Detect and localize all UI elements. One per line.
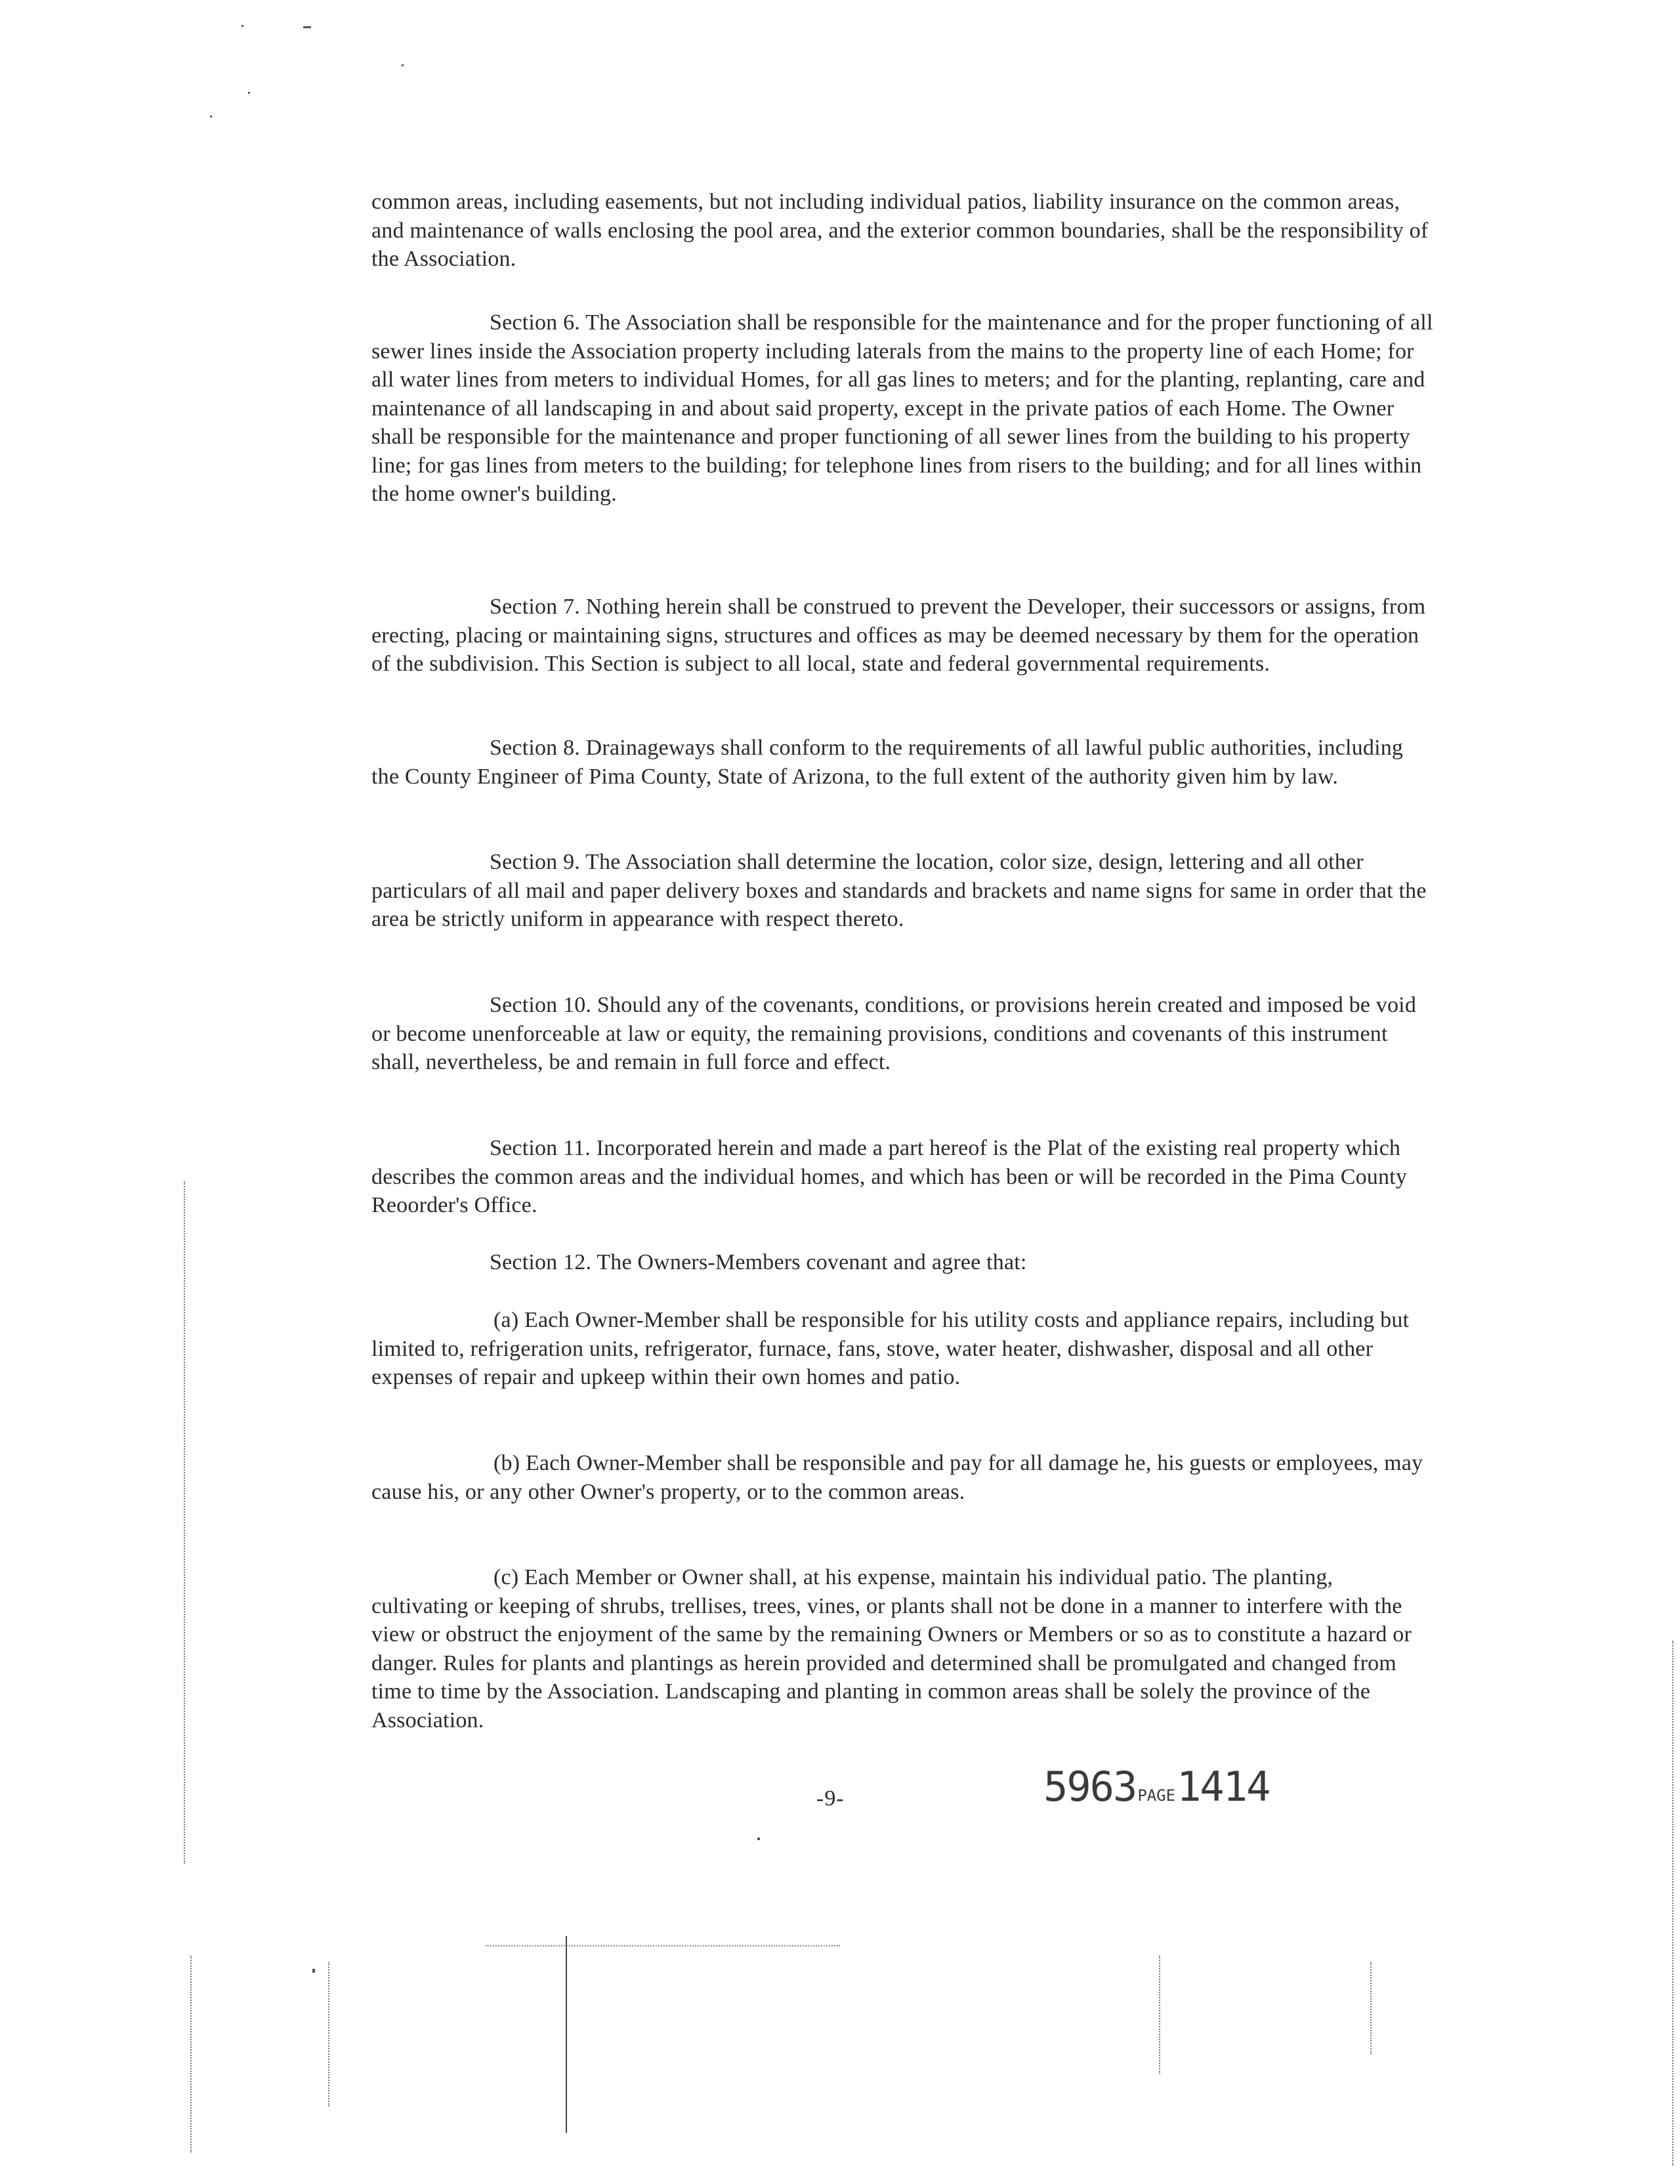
paragraph-section-9: Section 9. The Association shall determine the location, color size, design, lettering and all other particulars of all mail and paper delivery boxes and standards and brackets and name signs for same in order that the area be strictly uniform in appearance with respect thereto. [371, 850, 1427, 931]
paragraph-section-12: Section 12. The Owners-Members covenant and agree that: [490, 1250, 1027, 1274]
paragraph-item-a: (a) Each Owner-Member shall be responsible for his utility costs and appliance repairs, including but limited to, refrigeration units, refrigerator, furnace, fans, stove, water heater, dishwasher, disposal and all other expenses of repair and upkeep within their own homes and patio. [371, 1308, 1410, 1389]
stamp-page-label: PAGE [1137, 1786, 1176, 1805]
paragraph-section-6: Section 6. The Association shall be responsible for the maintenance and for the proper functioning of all sewer lines inside the Association property including laterals from the mains to the property line of each Home; for all water lines from meters to individual Homes, for all gas lines to meters; and for the planting, replanting, care and maintenance of all landscaping in and about said property, except in the private patios of each Home. The Owner shall be responsible for the maintenance and proper functioning of all sewer lines from the building to his property line; for gas lines from meters to the building; for telephone lines from risers to the building; and for all lines within the home owner's building. [371, 310, 1433, 506]
paragraph-item-c: (c) Each Member or Owner shall, at his expense, maintain his individual patio. The planting, cultivating or keeping of shrubs, trellises, trees, vines, or plants shall not be done in a manner to interfere with the view or obstruct the enjoyment of the same by the remaining Owners or Members or so as to constitute a hazard or danger. Rules for plants and plantings as herein provided and determined shall be promulgated and changed from time to time by the Association. Landscaping and planting in common areas shall be solely the province of the Association. [371, 1565, 1412, 1732]
stamp-page-number: 1414 [1177, 1763, 1270, 1811]
paragraph-section-8: Section 8. Drainageways shall conform to the requirements of all lawful public authorities, including the County Engineer of Pima County, State of Arizona, to the full extent of the authority given him by law. [371, 736, 1404, 789]
paragraph-section-11: Section 11. Incorporated herein and made a part hereof is the Plat of the existing real property which describes the common areas and the individual homes, and which has been or will be recorded in the Pima County Reoorder's Office. [371, 1136, 1408, 1217]
recording-stamp [1043, 1763, 1269, 1811]
page-number: -9- [816, 1786, 845, 1811]
paragraph-section-7: Section 7. Nothing herein shall be construed to prevent the Developer, their successors or assigns, from erecting, placing or maintaining signs, structures and offices as may be deemed necessary by them for the operation of the subdivision. This Section is subject to all local, state and federal governmental requirements. [371, 595, 1426, 676]
stamp-book-number: 5963 [1043, 1763, 1137, 1811]
paragraph-section-10: Section 10. Should any of the covenants, conditions, or provisions herein created and imposed be void or become unenforceable at law or equity, the remaining provisions, conditions and covenants of this instrument shall, nevertheless, be and remain in full force and effect. [371, 993, 1417, 1074]
paragraph-item-b: (b) Each Owner-Member shall be responsible and pay for all damage he, his guests or employees, may cause his, or any other Owner's property, or to the common areas. [371, 1451, 1423, 1504]
paragraph-common-areas: common areas, including easements, but not including individual patios, liability insurance on the common areas, and maintenance of walls enclosing the pool area, and the exterior common boundaries, shall be the responsibility of the Association. [371, 190, 1429, 271]
